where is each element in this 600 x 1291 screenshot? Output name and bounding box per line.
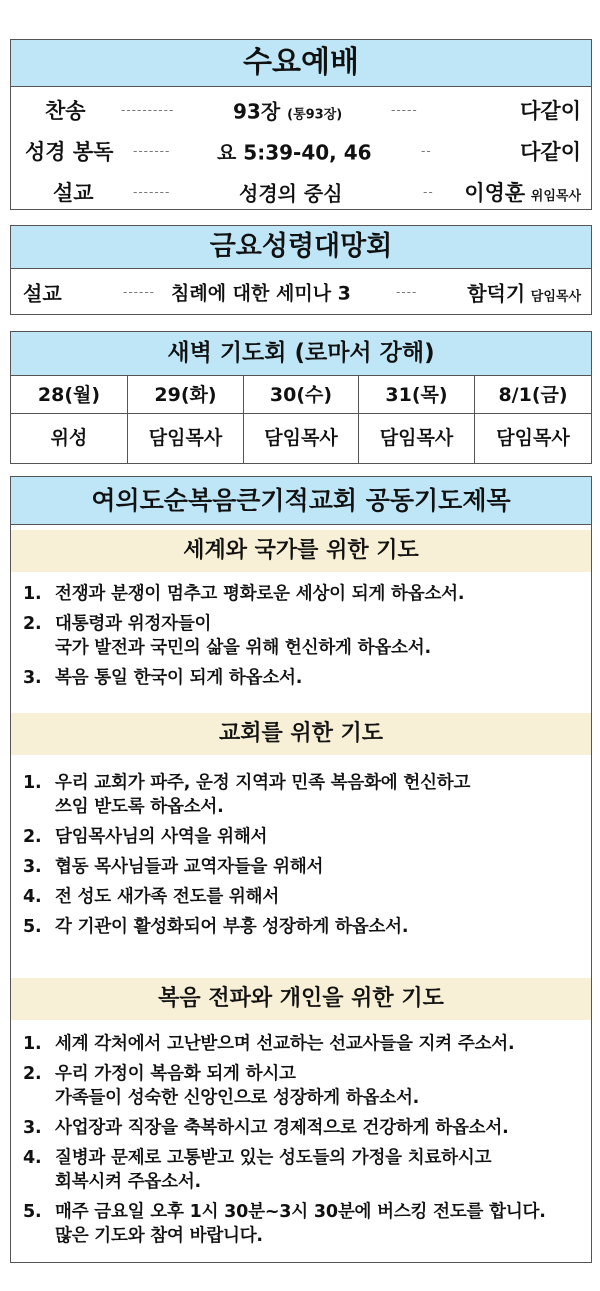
wednesday-service-box (10, 39, 592, 210)
list-item (11, 855, 591, 879)
section-world-nation (11, 530, 591, 713)
dawn-prayer-title: 새벽 기도회 (로마서 강해) (11, 332, 591, 376)
item-text: 전 성도 새가족 전도를 위해서 (55, 887, 280, 907)
leader-cell: 위성 (11, 414, 128, 463)
row-dash-left: ------- (133, 143, 171, 158)
wednesday-row-sermon (11, 171, 591, 212)
item-text: 세계 각처에서 고난받으며 선교하는 선교사들을 지켜 주소서. (55, 1034, 515, 1054)
section-title: 복음 전파와 개인을 위한 기도 (11, 978, 591, 1020)
preacher-name: 이영훈 (464, 180, 526, 205)
day-cell: 29(화) (128, 376, 244, 414)
item-number: 3. (23, 1118, 42, 1138)
item-number: 1. (23, 584, 42, 604)
prayer-topics-title: 여의도순복음큰기적교회 공동기도제목 (11, 477, 591, 525)
prayer-list (11, 572, 591, 713)
row-dash-left: ------ (123, 285, 155, 299)
hymn-number: 93장 (233, 99, 281, 123)
wednesday-service-title: 수요예배 (11, 40, 591, 87)
row-center: 침례에 대한 세미나 3 (171, 282, 351, 305)
item-number: 5. (23, 917, 42, 937)
friday-service-title: 금요성령대망회 (11, 226, 591, 269)
item-number: 4. (23, 887, 42, 907)
list-item (11, 771, 591, 819)
item-number: 3. (23, 668, 42, 688)
leader-cell: 담임목사 (244, 414, 359, 463)
day-cell: 31(목) (359, 376, 475, 414)
friday-row-sermon (11, 269, 591, 315)
row-right: 다같이 (520, 139, 581, 164)
leader-cell: 담임목사 (496, 427, 570, 449)
item-number: 4. (23, 1148, 42, 1168)
friday-service-box (10, 225, 592, 315)
list-item (11, 1200, 591, 1248)
section-title: 세계와 국가를 위한 기도 (11, 530, 591, 572)
leader-cell: 담임목사 (128, 414, 244, 463)
item-text: 매주 금요일 오후 1시 30분~3시 30분에 버스킹 전도를 합니다. (55, 1202, 546, 1222)
item-number: 2. (23, 827, 42, 847)
dawn-days-row (11, 376, 591, 414)
dawn-prayer-box (10, 331, 592, 464)
day-cell: 28(월) (11, 376, 128, 414)
row-dash-right: -- (421, 143, 432, 158)
item-number: 1. (23, 1034, 42, 1054)
list-item (11, 1116, 591, 1140)
row-label: 설교 (53, 180, 94, 205)
item-number: 1. (23, 773, 42, 793)
row-label: 성경 봉독 (25, 139, 114, 164)
section-title: 교회를 위한 기도 (11, 713, 591, 755)
item-text-cont: 가족들이 성숙한 신앙인으로 성장하게 하옵소서. (55, 1088, 420, 1108)
item-text: 협동 목사님들과 교역자들을 위해서 (55, 857, 324, 877)
item-text: 담임목사님의 사역을 위해서 (55, 827, 268, 847)
row-center (233, 95, 342, 124)
dawn-leaders-row (11, 414, 591, 463)
list-item (11, 582, 591, 606)
row-dash-right: ----- (391, 102, 418, 117)
row-center: 성경의 중심 (239, 181, 343, 205)
item-text: 전쟁과 분쟁이 멈추고 평화로운 세상이 되게 하옵소서. (55, 584, 465, 604)
item-text-cont: 국가 발전과 국민의 삶을 위해 헌신하게 하옵소서. (55, 638, 431, 658)
row-right (467, 278, 581, 307)
item-text: 대통령과 위정자들이 (55, 614, 212, 634)
day-cell: 30(수) (244, 376, 359, 414)
item-text: 사업장과 직장을 축복하시고 경제적으로 건강하게 하옵소서. (55, 1118, 509, 1138)
list-item (11, 1032, 591, 1056)
list-item (11, 825, 591, 849)
item-text-cont: 회복시켜 주옵소서. (55, 1172, 201, 1192)
list-item (11, 885, 591, 909)
item-text: 우리 교회가 파주, 운정 지역과 민족 복음화에 헌신하고 (55, 773, 471, 793)
row-right: 다같이 (520, 98, 581, 123)
row-label: 설교 (23, 281, 62, 306)
item-text: 우리 가정이 복음화 되게 하시고 (55, 1064, 296, 1084)
row-dash-right: -- (423, 184, 434, 199)
prayer-list (11, 755, 591, 978)
day-cell: 8/1(금) (475, 376, 591, 414)
wednesday-row-hymn (11, 89, 591, 130)
row-right (464, 177, 581, 207)
row-dash-left: ---------- (121, 102, 175, 117)
item-text: 질병과 문제로 고통받고 있는 성도들의 가정을 치료하시고 (55, 1148, 492, 1168)
list-item (11, 915, 591, 939)
leader-cell: 담임목사 (359, 414, 475, 463)
list-item (11, 1062, 591, 1110)
wednesday-rows (11, 87, 591, 212)
section-evangelism-personal (11, 978, 591, 1248)
item-text: 복음 통일 한국이 되게 하옵소서. (55, 668, 303, 688)
item-number: 2. (23, 614, 42, 634)
section-church (11, 713, 591, 978)
item-number: 2. (23, 1064, 42, 1084)
item-text-cont: 쓰임 받도록 하옵소서. (55, 797, 224, 817)
row-center: 요 5:39-40, 46 (217, 140, 372, 164)
list-item (11, 1146, 591, 1194)
list-item (11, 612, 591, 660)
wednesday-row-scripture (11, 130, 591, 171)
item-text: 각 기관이 활성화되어 부흥 성장하게 하옵소서. (55, 917, 409, 937)
item-number: 3. (23, 857, 42, 877)
row-dash-left: ------- (133, 184, 171, 199)
item-text-cont: 많은 기도와 참여 바랍니다. (55, 1226, 263, 1246)
list-item (11, 666, 591, 690)
preacher-title: 담임목사 (530, 289, 581, 305)
preacher-title: 위임목사 (530, 188, 581, 204)
prayer-topics-box (10, 476, 592, 1263)
prayer-list (11, 1020, 591, 1248)
hymn-number-old: (통93장) (287, 107, 343, 122)
row-dash-right: ---- (396, 285, 418, 299)
preacher-name: 함덕기 (467, 281, 526, 306)
item-number: 5. (23, 1202, 42, 1222)
row-label: 찬송 (45, 98, 86, 123)
